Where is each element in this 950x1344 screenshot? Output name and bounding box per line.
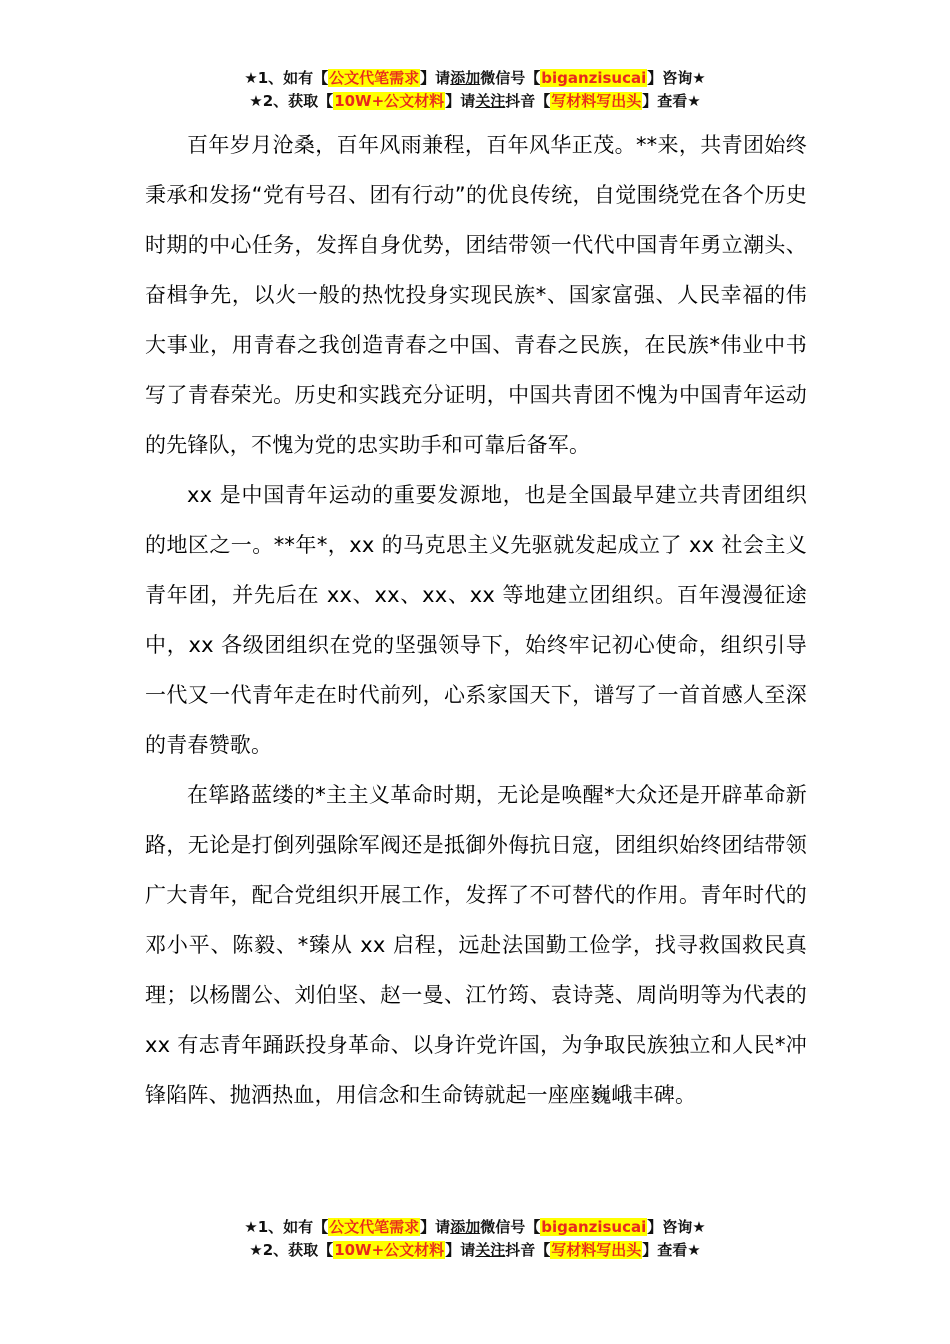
banner-line-2 [0, 90, 950, 113]
banner-text: 】请 [420, 69, 451, 87]
banner-line-2 [0, 1239, 950, 1262]
banner-text: 】请 [420, 1218, 451, 1236]
banner-highlight: 写材料写出头 [551, 92, 642, 110]
banner-line-1 [0, 1216, 950, 1239]
banner-underline: 添加 [450, 1218, 481, 1236]
banner-highlight: 10W+公文材料 [334, 92, 445, 110]
banner-highlight: 10W+公文材料 [334, 1241, 445, 1259]
banner-underline: 关注 [475, 92, 506, 110]
banner-highlight: 公文代笔需求 [329, 69, 420, 87]
footer-banner [0, 1216, 950, 1262]
banner-text: 微信号【 [480, 69, 541, 87]
banner-text: 抖音【 [505, 1241, 551, 1259]
banner-text: 】查看★ [642, 92, 701, 110]
banner-underline: 添加 [450, 69, 481, 87]
banner-highlight: biganzisucai [541, 1218, 647, 1236]
paragraph: xx 是中国青年运动的重要发源地，也是全国最早建立共青团组织的地区之一。**年*，xx 的马克思主义先驱就发起成立了 xx 社会主义青年团，并先后在 xx、xx、xx、xx 等地建立团组织。百年漫漫征途中，xx 各级团组织在党的坚强领导下，始终牢记初心使命，组织引导一代又一代青年走在时代前列，心系家国天下，谱写了一首首感人至深的青春赞歌。 [145, 483, 807, 757]
banner-text: ★1、如有【 [244, 1218, 329, 1236]
paragraph: 在筚路蓝缕的*主主义革命时期，无论是唤醒*大众还是开辟革命新路，无论是打倒列强除军阀还是抵御外侮抗日寇，团组织始终团结带领广大青年，配合党组织开展工作，发挥了不可替代的作用。青年时代的邓小平、陈毅、*臻从 xx 启程，远赴法国勤工俭学，找寻救国救民真理；以杨闇公、刘伯坚、赵一曼、江竹筠、袁诗荛、周尚明等为代表的 xx 有志青年踊跃投身革命、以身许党许国，为争取民族独立和人民*冲锋陷阵、抛洒热血，用信念和生命铸就起一座座巍峨丰碑。 [145, 783, 807, 1107]
banner-text: 】咨询★ [647, 1218, 706, 1236]
banner-text: 抖音【 [505, 92, 551, 110]
header-banner [0, 67, 950, 113]
paragraph: 百年岁月沧桑，百年风雨兼程，百年风华正茂。**来，共青团始终秉承和发扬“党有号召、团有行动”的优良传统，自觉围绕党在各个历史时期的中心任务，发挥自身优势，团结带领一代代中国青年勇立潮头、奋楫争先，以火一般的热忱投身实现民族*、国家富强、人民幸福的伟大事业，用青春之我创造青春之中国、青春之民族，在民族*伟业中书写了青春荣光。历史和实践充分证明，中国共青团不愧为中国青年运动的先锋队，不愧为党的忠实助手和可靠后备军。 [145, 133, 807, 457]
banner-highlight: biganzisucai [541, 69, 647, 87]
banner-text: 】咨询★ [647, 69, 706, 87]
banner-text: ★2、获取【 [249, 92, 334, 110]
banner-highlight: 公文代笔需求 [329, 1218, 420, 1236]
banner-text: ★2、获取【 [249, 1241, 334, 1259]
banner-text: 】请 [445, 92, 476, 110]
banner-text: 微信号【 [480, 1218, 541, 1236]
article-body [145, 120, 807, 1120]
banner-highlight: 写材料写出头 [551, 1241, 642, 1259]
banner-text: ★1、如有【 [244, 69, 329, 87]
banner-line-1 [0, 67, 950, 90]
banner-text: 】请 [445, 1241, 476, 1259]
banner-underline: 关注 [475, 1241, 506, 1259]
banner-text: 】查看★ [642, 1241, 701, 1259]
